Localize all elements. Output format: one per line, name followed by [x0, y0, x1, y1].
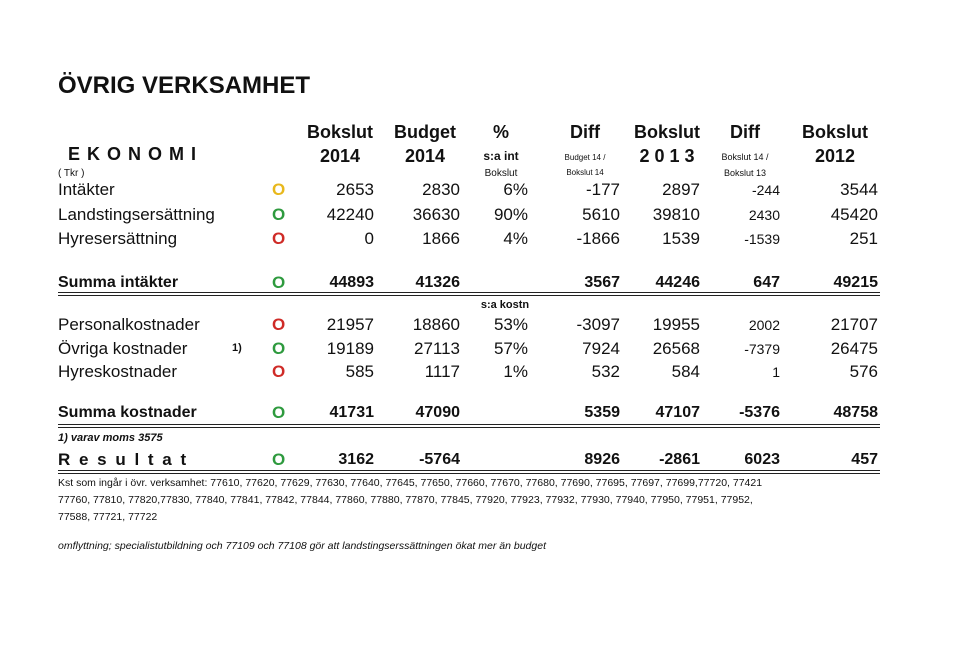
- cell-bokslut-2012: 21707: [830, 315, 878, 334]
- cell-diff-budget: 532: [591, 362, 620, 381]
- cell-diff-budget: -3097: [576, 315, 620, 334]
- cell-bokslut-2013: 584: [671, 362, 700, 381]
- vat-note: 1) varav moms 3575: [58, 432, 163, 444]
- cell-bokslut-2012: 576: [849, 362, 878, 381]
- divider: [58, 292, 880, 293]
- cell-bokslut-2013: 1539: [662, 229, 700, 248]
- cell-bokslut-2012: 26475: [830, 339, 878, 358]
- sum-income-b12: 49215: [833, 274, 878, 291]
- col-bokslut-2012-year: 2012: [814, 146, 856, 166]
- row-label: Hyresersättning: [58, 229, 178, 248]
- sum-costs-bud14: 47090: [415, 404, 460, 421]
- result-b14: 3162: [338, 451, 374, 468]
- cost-centers-line2: 77760, 77810, 77820,77830, 77840, 77841, 77842, 77844, 77860, 77880, 77870, 77845, 77920, 77923, 77932, 77930, 77940, 77950, 77951, 77952,: [58, 494, 753, 506]
- cell-bokslut-2012: 3544: [840, 180, 878, 199]
- sum-income-bud14: 41326: [415, 274, 460, 291]
- row-label: Intäkter: [58, 180, 115, 199]
- sum-income-label: Summa intäkter: [58, 274, 179, 291]
- sum-income-diff2: 647: [753, 274, 780, 291]
- cell-diff-bokslut: -7379: [744, 341, 780, 357]
- sum-costs-diff1: 5359: [584, 404, 620, 421]
- sum-costs-b12: 48758: [833, 404, 878, 421]
- cell-bokslut-2014: 19189: [326, 339, 374, 358]
- cell-diff-bokslut: 2430: [748, 207, 780, 223]
- cell-diff-budget: 7924: [582, 339, 620, 358]
- cell-pct: 53%: [493, 315, 528, 334]
- status-indicator: O: [272, 229, 286, 248]
- cell-bokslut-2014: 0: [364, 229, 374, 248]
- col-budget-2014-year: 2014: [404, 146, 446, 166]
- sum-costs-b13: 47107: [655, 404, 700, 421]
- col-bokslut-2013-header: Bokslut: [633, 122, 700, 142]
- divider: [58, 473, 880, 474]
- divider: [58, 427, 880, 428]
- cell-diff-budget: -1866: [576, 229, 620, 248]
- result-status: O: [272, 450, 286, 469]
- col-diff2-sub2: Bokslut 13: [723, 168, 767, 178]
- cell-bokslut-2014: 42240: [326, 205, 374, 224]
- result-b13: -2861: [659, 451, 700, 468]
- cell-budget-2014: 36630: [412, 205, 460, 224]
- cell-bokslut-2014: 21957: [326, 315, 374, 334]
- sum-costs-diff2: -5376: [739, 404, 780, 421]
- col-bokslut-2012-header: Bokslut: [801, 122, 868, 142]
- cell-diff-bokslut: 2002: [748, 317, 780, 333]
- cell-budget-2014: 27113: [413, 339, 460, 358]
- status-indicator: O: [272, 205, 286, 224]
- col-diff1-sub2: Bokslut 14: [566, 168, 604, 177]
- col-diff1-sub: Budget 14 /: [564, 153, 606, 162]
- sum-costs-status: O: [272, 403, 286, 422]
- cell-bokslut-2013: 39810: [652, 205, 700, 224]
- cell-bokslut-2013: 26568: [652, 339, 700, 358]
- col-bokslut-2013-year: 2 0 1 3: [639, 146, 695, 166]
- col-pct-header: %: [492, 122, 509, 142]
- col-bokslut-2014-header: Bokslut: [306, 122, 373, 142]
- status-indicator: O: [272, 339, 286, 358]
- cell-budget-2014: 1117: [424, 362, 460, 381]
- cell-pct: 57%: [493, 339, 528, 358]
- cell-diff-budget: -177: [585, 180, 620, 199]
- status-indicator: O: [272, 180, 286, 199]
- col-bokslut-2014-year: 2014: [319, 146, 361, 166]
- cell-bokslut-2014: 585: [345, 362, 374, 381]
- divider: [58, 470, 880, 471]
- row-label: Övriga kostnader: [58, 339, 188, 358]
- cell-diff-bokslut: -244: [751, 182, 780, 198]
- cell-pct: 4%: [503, 229, 528, 248]
- col-budget-2014-header: Budget: [394, 122, 456, 142]
- row-label: Personalkostnader: [58, 315, 200, 334]
- cell-bokslut-2012: 251: [849, 229, 878, 248]
- sum-income-status: O: [272, 273, 286, 292]
- row-label: Landstingsersättning: [58, 205, 215, 224]
- col-pct-sub2: Bokslut: [484, 168, 518, 179]
- cell-bokslut-2013: 19955: [652, 315, 700, 334]
- divider: [58, 424, 880, 425]
- cell-budget-2014: 1866: [422, 229, 460, 248]
- cell-diff-budget: 5610: [582, 205, 620, 224]
- divider: [58, 295, 880, 296]
- col-diff2-header: Diff: [730, 122, 760, 142]
- cell-bokslut-2014: 2653: [336, 180, 374, 199]
- cell-pct: 6%: [503, 180, 528, 199]
- cell-budget-2014: 2830: [422, 180, 460, 199]
- tkr-label: ( Tkr ): [58, 168, 85, 179]
- cost-centers-line3: 77588, 77721, 77722: [58, 511, 158, 523]
- cell-bokslut-2012: 45420: [830, 205, 878, 224]
- status-indicator: O: [272, 315, 286, 334]
- status-indicator: O: [272, 362, 286, 381]
- sum-costs-label: Summa kostnader: [58, 404, 197, 421]
- cell-pct: 90%: [493, 205, 528, 224]
- result-diff1: 8926: [584, 451, 620, 468]
- cell-bokslut-2013: 2897: [662, 180, 700, 199]
- col-diff2-sub: Bokslut 14 /: [721, 152, 769, 162]
- cell-pct: 1%: [503, 362, 528, 381]
- row-label: Hyreskostnader: [58, 362, 178, 381]
- footnote-marker: 1): [232, 342, 242, 354]
- ekonomi-heading: E K O N O M I: [68, 144, 198, 164]
- result-label: R e s u l t a t: [58, 450, 189, 469]
- page-title: ÖVRIG VERKSAMHET: [58, 72, 311, 99]
- result-diff2: 6023: [744, 451, 780, 468]
- cell-diff-bokslut: -1539: [744, 231, 780, 247]
- sum-income-b13: 44246: [655, 274, 700, 291]
- cell-diff-bokslut: 1: [772, 364, 780, 380]
- cost-share-header: s:a kostn: [480, 299, 530, 311]
- cost-centers-line1: Kst som ingår i övr. verksamhet: 77610, 77620, 77629, 77630, 77640, 77645, 77650, 77660, 77670, 77680, 77690, 77695, 77697, 77699,77720, 77421: [58, 477, 763, 489]
- col-diff1-header: Diff: [570, 122, 600, 142]
- result-bud14: -5764: [419, 451, 460, 468]
- sum-income-diff1: 3567: [584, 274, 620, 291]
- result-b12: 457: [851, 451, 878, 468]
- cell-budget-2014: 18860: [412, 315, 460, 334]
- comment-note: omflyttning; specialistutbildning och 77109 och 77108 gör att landstingserssättningen ökat mer än budget: [58, 540, 546, 552]
- sum-income-b14: 44893: [329, 274, 374, 291]
- col-pct-sub: s:a int: [483, 149, 519, 163]
- sum-costs-b14: 41731: [329, 404, 374, 421]
